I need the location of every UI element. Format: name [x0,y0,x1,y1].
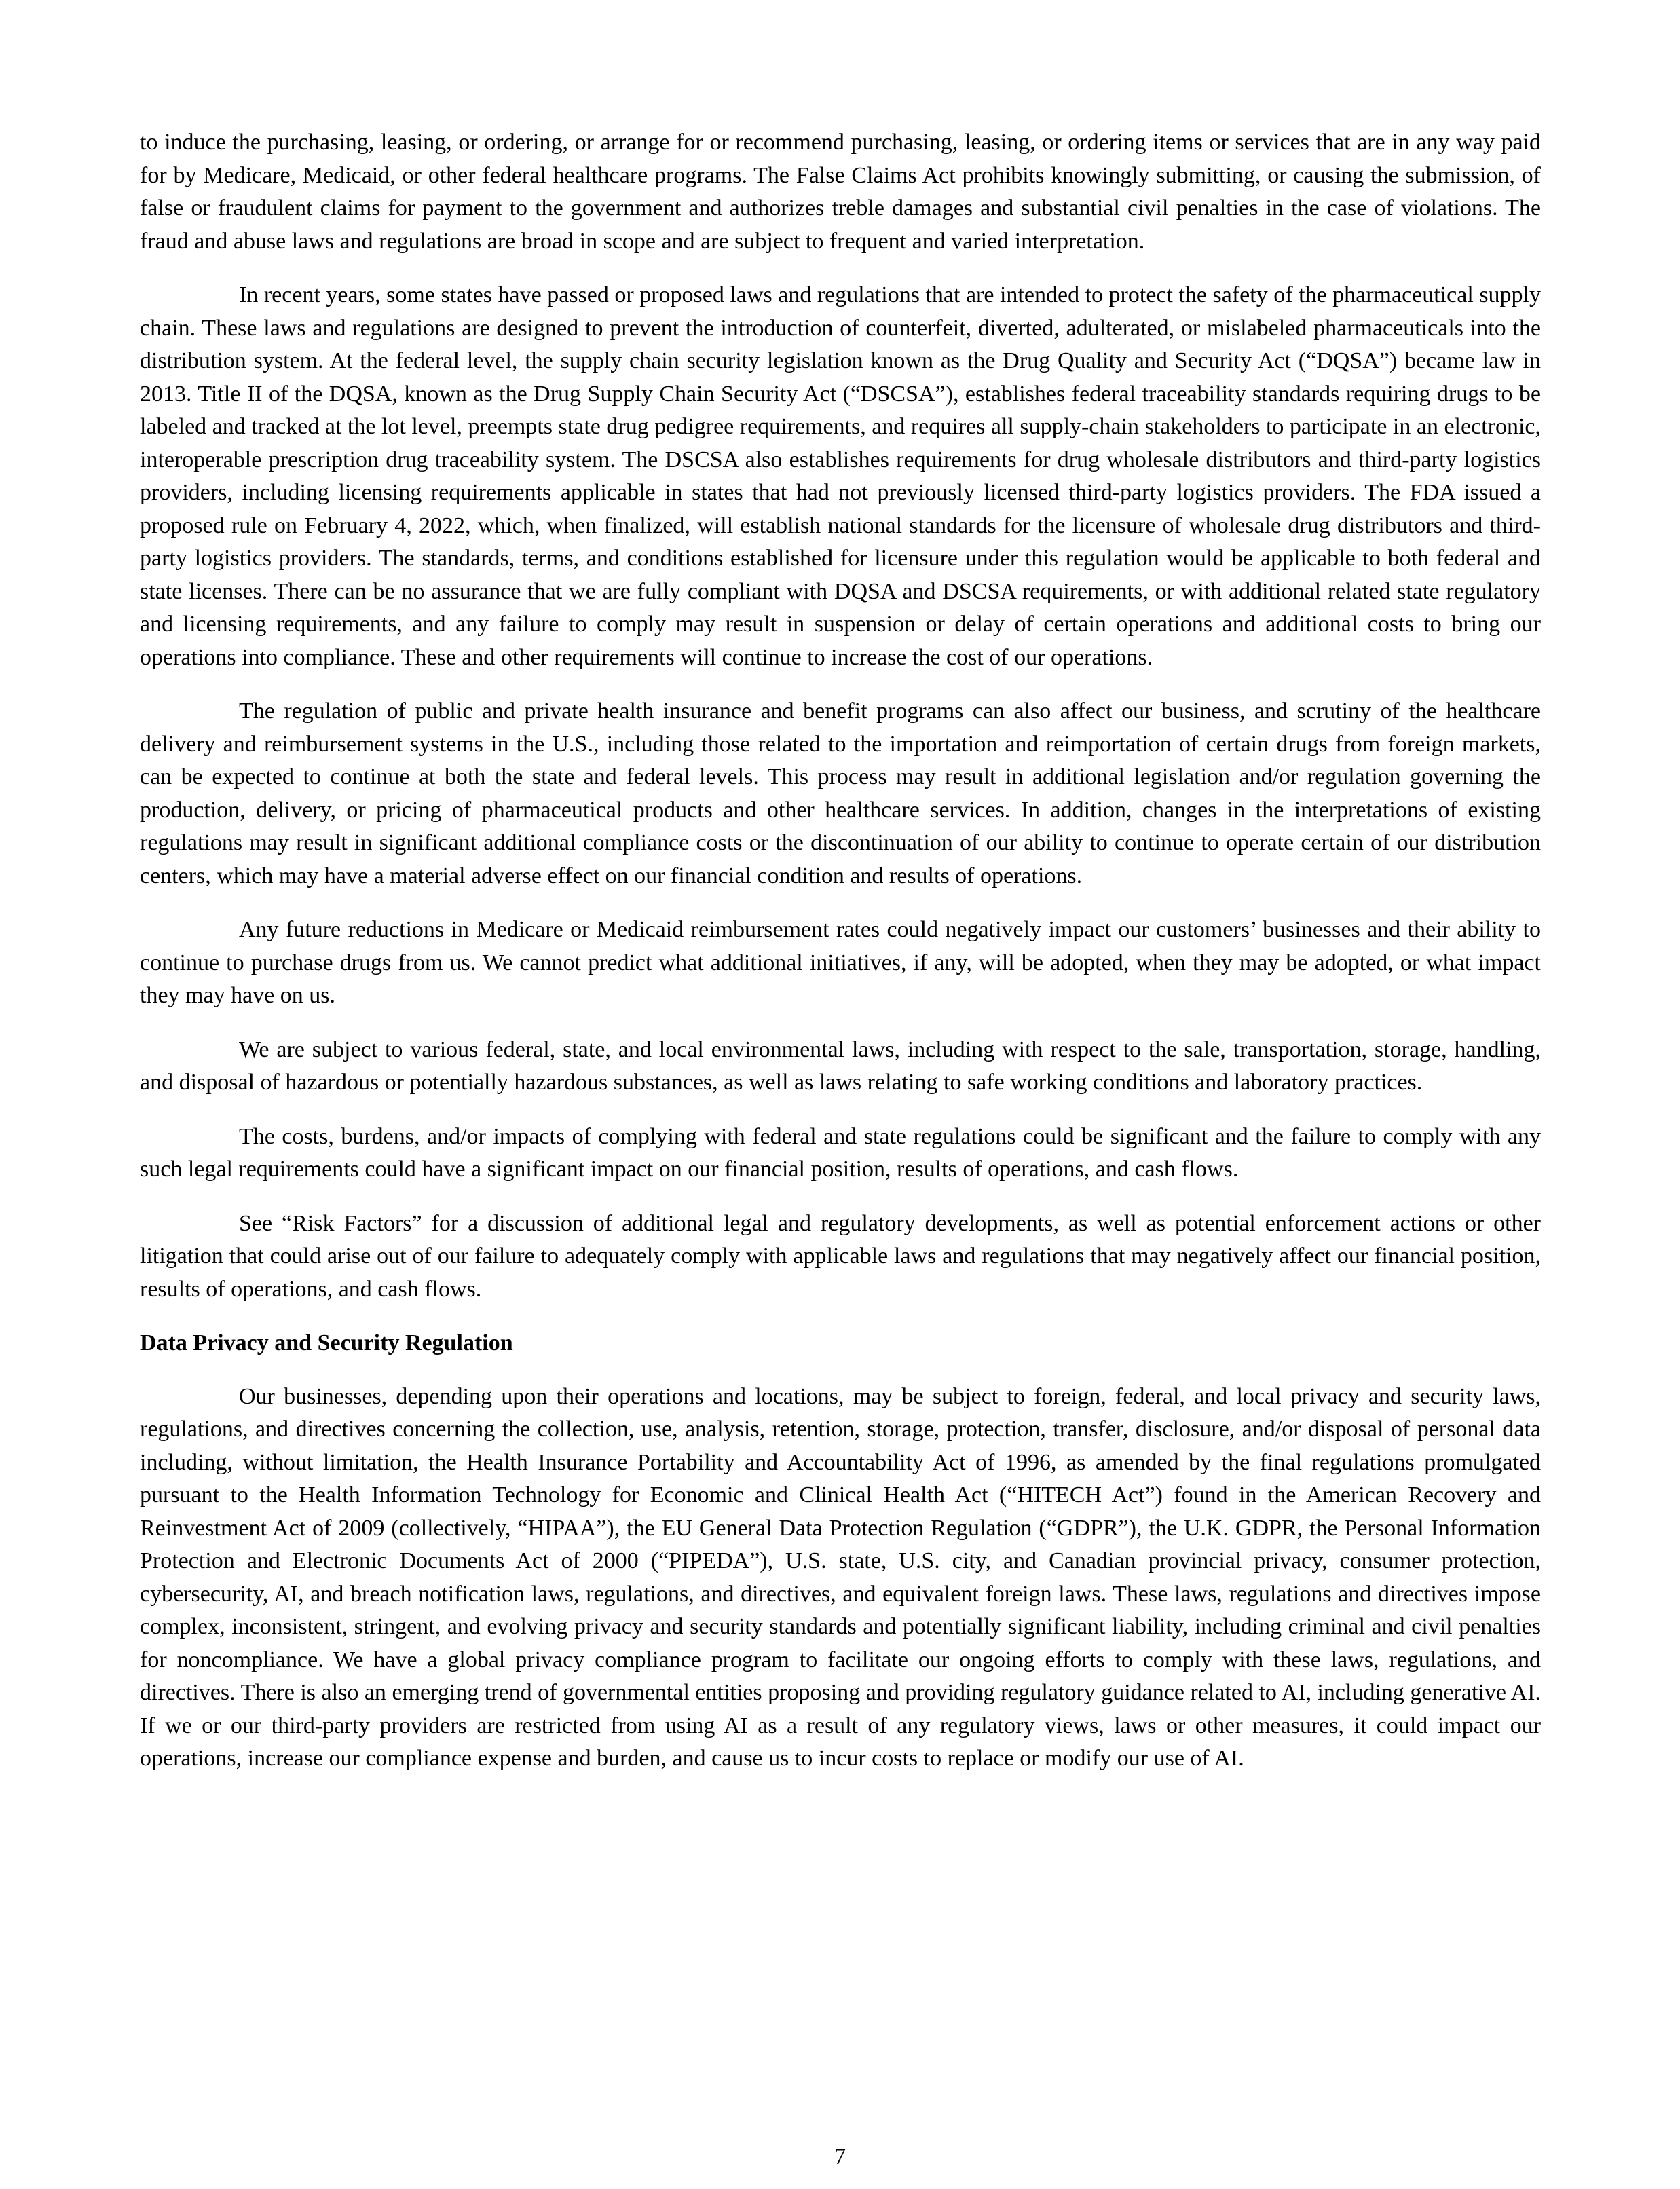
paragraph-risk-factors: See “Risk Factors” for a discussion of additional legal and regulatory developments, as well as potential enforcement actions or other litigation that could arise out of our failure to adequately comply with applicable laws and regulations that may negatively affect our financial position, results of operations, and cash flows. [140,1210,1541,1302]
paragraph-fraud-abuse: to induce the purchasing, leasing, or ordering, or arrange for or recommend purchasing, leasing, or ordering items or services that are in any way paid for by Medicare, Medicaid, or other federal healthcare programs. The False Claims Act prohibits knowingly submitting, or causing the submission, of false or fraudulent claims for payment to the government and authorizes treble damages and substantial civil penalties in the case of violations. The fraud and abuse laws and regulations are broad in scope and are subject to frequent and varied interpretation. [140,130,1541,254]
paragraph-compliance-costs: The costs, burdens, and/or impacts of complying with federal and state regulations could be significant and the failure to comply with any such legal requirements could have a significant impact on our financial position, results of operations, and cash flows. [140,1123,1541,1182]
paragraph-environmental: We are subject to various federal, state, and local environmental laws, including with respect to the sale, transportation, storage, handling, and disposal of hazardous or potentially hazardous substances, as well as laws relating to safe working conditions and laboratory practices. [140,1036,1541,1095]
section-heading-data-privacy: Data Privacy and Security Regulation [140,1330,513,1355]
paragraph-reimbursement: Any future reductions in Medicare or Medicaid reimbursement rates could negatively impact our customers’ businesses and their ability to continue to purchase drugs from us. We cannot predict what additional initiatives, if any, will be adopted, when they may be adopted, or what impact they may have on us. [140,917,1541,1008]
page-number: 7 [834,2144,846,2169]
document-body [140,126,1541,1797]
paragraph-privacy-laws: Our businesses, depending upon their operations and locations, may be subject to foreign, federal, and local privacy and security laws, regulations, and directives concerning the collection, use, analysis, retention, storage, protection, transfer, disclosure, and/or disposal of personal data including, without limitation, the Health Insurance Portability and Accountability Act of 1996, as amended by the final regulations promulgated pursuant to the Health Information Technology for Economic and Clinical Health Act (“HITECH Act”) found in the American Recovery and Reinvestment Act of 2009 (collectively, “HIPAA”), the EU General Data Protection Regulation (“GDPR”), the U.K. GDPR, the Personal Information Protection and Electronic Documents Act of 2000 (“PIPEDA”), U.S. state, U.S. city, and Canadian provincial privacy, consumer protection, cybersecurity, AI, and breach notification laws, regulations, and directives, and equivalent foreign laws. These laws, regulations and directives impose complex, inconsistent, stringent, and evolving privacy and security standards and potentially significant liability, including criminal and civil penalties for noncompliance. We have a global privacy compliance program to facilitate our ongoing efforts to comply with these laws, regulations, and directives. There is also an emerging trend of governmental entities proposing and providing regulatory guidance related to AI, including generative AI. If we or our third-party providers are restricted from using AI as a result of any regulatory views, laws or other measures, it could impact our operations, increase our compliance expense and burden, and cause us to incur costs to replace or modify our use of AI. [140,1383,1541,1771]
paragraph-supply-chain: In recent years, some states have passed or proposed laws and regulations that are intended to protect the safety of the pharmaceutical supply chain. These laws and regulations are designed to prevent the introduction of counterfeit, diverted, adulterated, or mislabeled pharmaceuticals into the distribution system. At the federal level, the supply chain security legislation known as the Drug Quality and Security Act (“DQSA”) became law in 2013. Title II of the DQSA, known as the Drug Supply Chain Security Act (“DSCSA”), establishes federal traceability standards requiring drugs to be labeled and tracked at the lot level, preempts state drug pedigree requirements, and requires all supply-chain stakeholders to participate in an electronic, interoperable prescription drug traceability system. The DSCSA also establishes requirements for drug wholesale distributors and third-party logistics providers, including licensing requirements applicable in states that had not previously licensed third-party logistics providers. The FDA issued a proposed rule on February 4, 2022, which, when finalized, will establish national standards for the licensure of wholesale drug distributors and third-party logistics providers. The standards, terms, and conditions established for licensure under this regulation would be applicable to both federal and state licenses. There can be no assurance that we are fully compliant with DQSA and DSCSA requirements, or with additional related state regulatory and licensing requirements, and any failure to comply may result in suspension or delay of certain operations and additional costs to bring our operations into compliance. These and other requirements will continue to increase the cost of our operations. [140,282,1541,670]
paragraph-health-insurance: The regulation of public and private health insurance and benefit programs can also affect our business, and scrutiny of the healthcare delivery and reimbursement systems in the U.S., including those related to the importation and reimportation of certain drugs from foreign markets, can be expected to continue at both the state and federal levels. This process may result in additional legislation and/or regulation governing the production, delivery, or pricing of pharmaceutical products and other healthcare services. In addition, changes in the interpretations of existing regulations may result in significant additional compliance costs or the discontinuation of our ability to continue to operate certain of our distribution centers, which may have a material adverse effect on our financial condition and results of operations. [140,698,1541,888]
